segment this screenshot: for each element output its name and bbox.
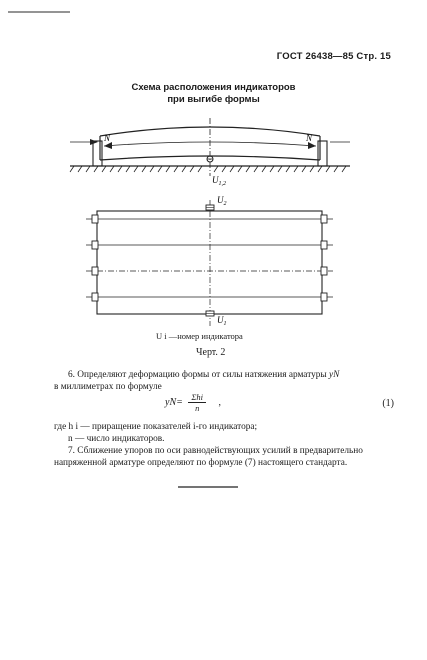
formula-number: (1) (382, 398, 394, 409)
indicator-label-side: $U_{1,2}$ (212, 175, 226, 187)
diagram-title-line1: Схема расположения индикаторов (131, 82, 296, 93)
para6-line2: в миллиметрах по формуле (54, 382, 162, 392)
var-yN: yN (329, 370, 340, 380)
formula-denominator: n (195, 403, 200, 413)
para7-line2: напряженной арматуре определяют по формуле (7) настоящего стандарта. (54, 458, 348, 468)
where-definition: где h i — приращение показателей i-го индикатора; (54, 422, 258, 432)
figure-label: Черт. 2 (196, 347, 226, 358)
diagram-title-line2: при выгибе формы (167, 94, 260, 105)
page-header: ГОСТ 26438—85 Стр. 15 (276, 51, 391, 62)
n-definition: n — число индикаторов. (68, 434, 165, 444)
force-label-right: N (306, 133, 313, 143)
force-label-left: N (104, 133, 111, 143)
formula-numerator: Σhi (188, 392, 206, 403)
para7-line1: 7. Сближение упоров по оси равнодействующих усилий в предварительно (68, 446, 363, 456)
formula-1: yN= $\frac{\text{Σhi}}{n}$ , (165, 392, 222, 413)
indicator-label-top: $U_2$ (217, 195, 227, 207)
diagram-caption: U i —номер индикатора (156, 331, 243, 341)
indicator-label-bottom: $U_1$ (217, 315, 227, 327)
para6-line1: 6. Определяют деформацию формы от силы натяжения арматуры yN (68, 370, 340, 380)
